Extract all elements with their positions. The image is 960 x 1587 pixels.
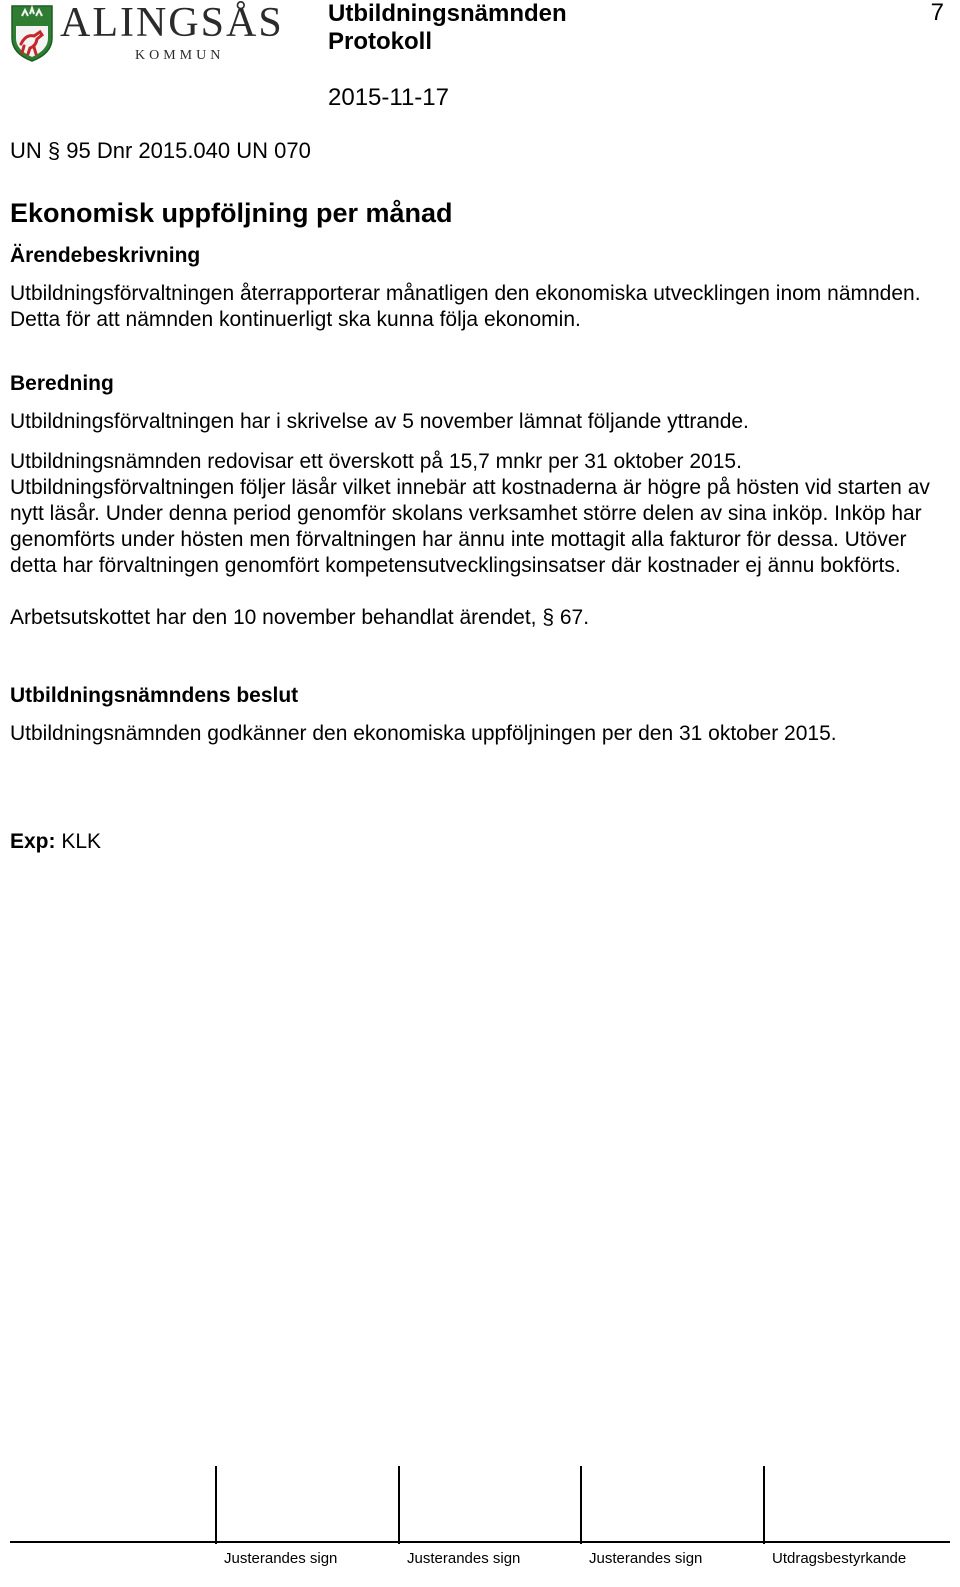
distribution-value: KLK <box>61 830 102 853</box>
preparation-paragraph-3: Arbetsutskottet har den 10 november behandlat ärendet, § 67. <box>10 606 590 629</box>
logo-subtitle: KOMMUN <box>135 48 225 63</box>
certification-label: Utdragsbestyrkande <box>772 1550 907 1567</box>
distribution-line <box>10 829 950 855</box>
signature-divider <box>398 1466 400 1544</box>
coat-of-arms-icon <box>10 4 54 62</box>
municipality-logo <box>10 2 290 66</box>
signature-label: Justerandes sign <box>224 1550 338 1567</box>
decision-text: Utbildningsnämnden godkänner den ekonomiska uppföljningen per den 31 oktober 2015. <box>10 722 837 745</box>
page-number: 7 <box>930 0 944 26</box>
signature-divider <box>580 1466 582 1544</box>
logo-wordmark: ALINGSÅS <box>60 0 284 46</box>
signature-label: Justerandes sign <box>407 1550 521 1567</box>
signature-label: Justerandes sign <box>589 1550 703 1567</box>
signature-divider <box>215 1466 217 1544</box>
document-body <box>10 137 950 855</box>
preparation-heading: Beredning <box>10 372 114 395</box>
meeting-date: 2015-11-17 <box>328 84 449 111</box>
distribution-label: Exp: <box>10 830 56 853</box>
decision-heading: Utbildningsnämndens beslut <box>10 684 299 707</box>
description-heading: Ärendebeskrivning <box>10 244 201 267</box>
description-text: Utbildningsförvaltningen återrapporterar månatligen den ekonomiska utvecklingen inom nämnden. Detta för att nämnden kontinuerligt ska kunna följa ekonomin. <box>10 282 921 331</box>
signature-divider <box>763 1466 765 1544</box>
signature-block <box>0 1466 960 1587</box>
preparation-paragraph-1: Utbildningsförvaltningen har i skrivelse av 5 november lämnat följande yttrande. <box>10 410 749 433</box>
page-title: Ekonomisk uppföljning per månad <box>10 198 453 228</box>
case-reference: UN § 95 Dnr 2015.040 UN 070 <box>10 138 311 163</box>
committee-name: Utbildningsnämnden <box>328 0 567 27</box>
document-type: Protokoll <box>328 28 433 55</box>
preparation-paragraph-2: Utbildningsnämnden redovisar ett överskott på 15,7 mnkr per 31 oktober 2015. Utbildningsförvaltningen följer läsår vilket innebär att kostnaderna är högre på hösten vid starten av nytt läsår. Under denna period genomför skolans verksamhet större delen av sina inköp. Inköp har genomförts under hösten men förvaltningen har ännu inte mottagit alla fakturor för dessa. Utöver detta har förvaltningen genomfört kompetensutvecklingsinsatser där kostnader ej ännu bokförts. <box>10 450 930 577</box>
signature-baseline <box>10 1541 950 1543</box>
